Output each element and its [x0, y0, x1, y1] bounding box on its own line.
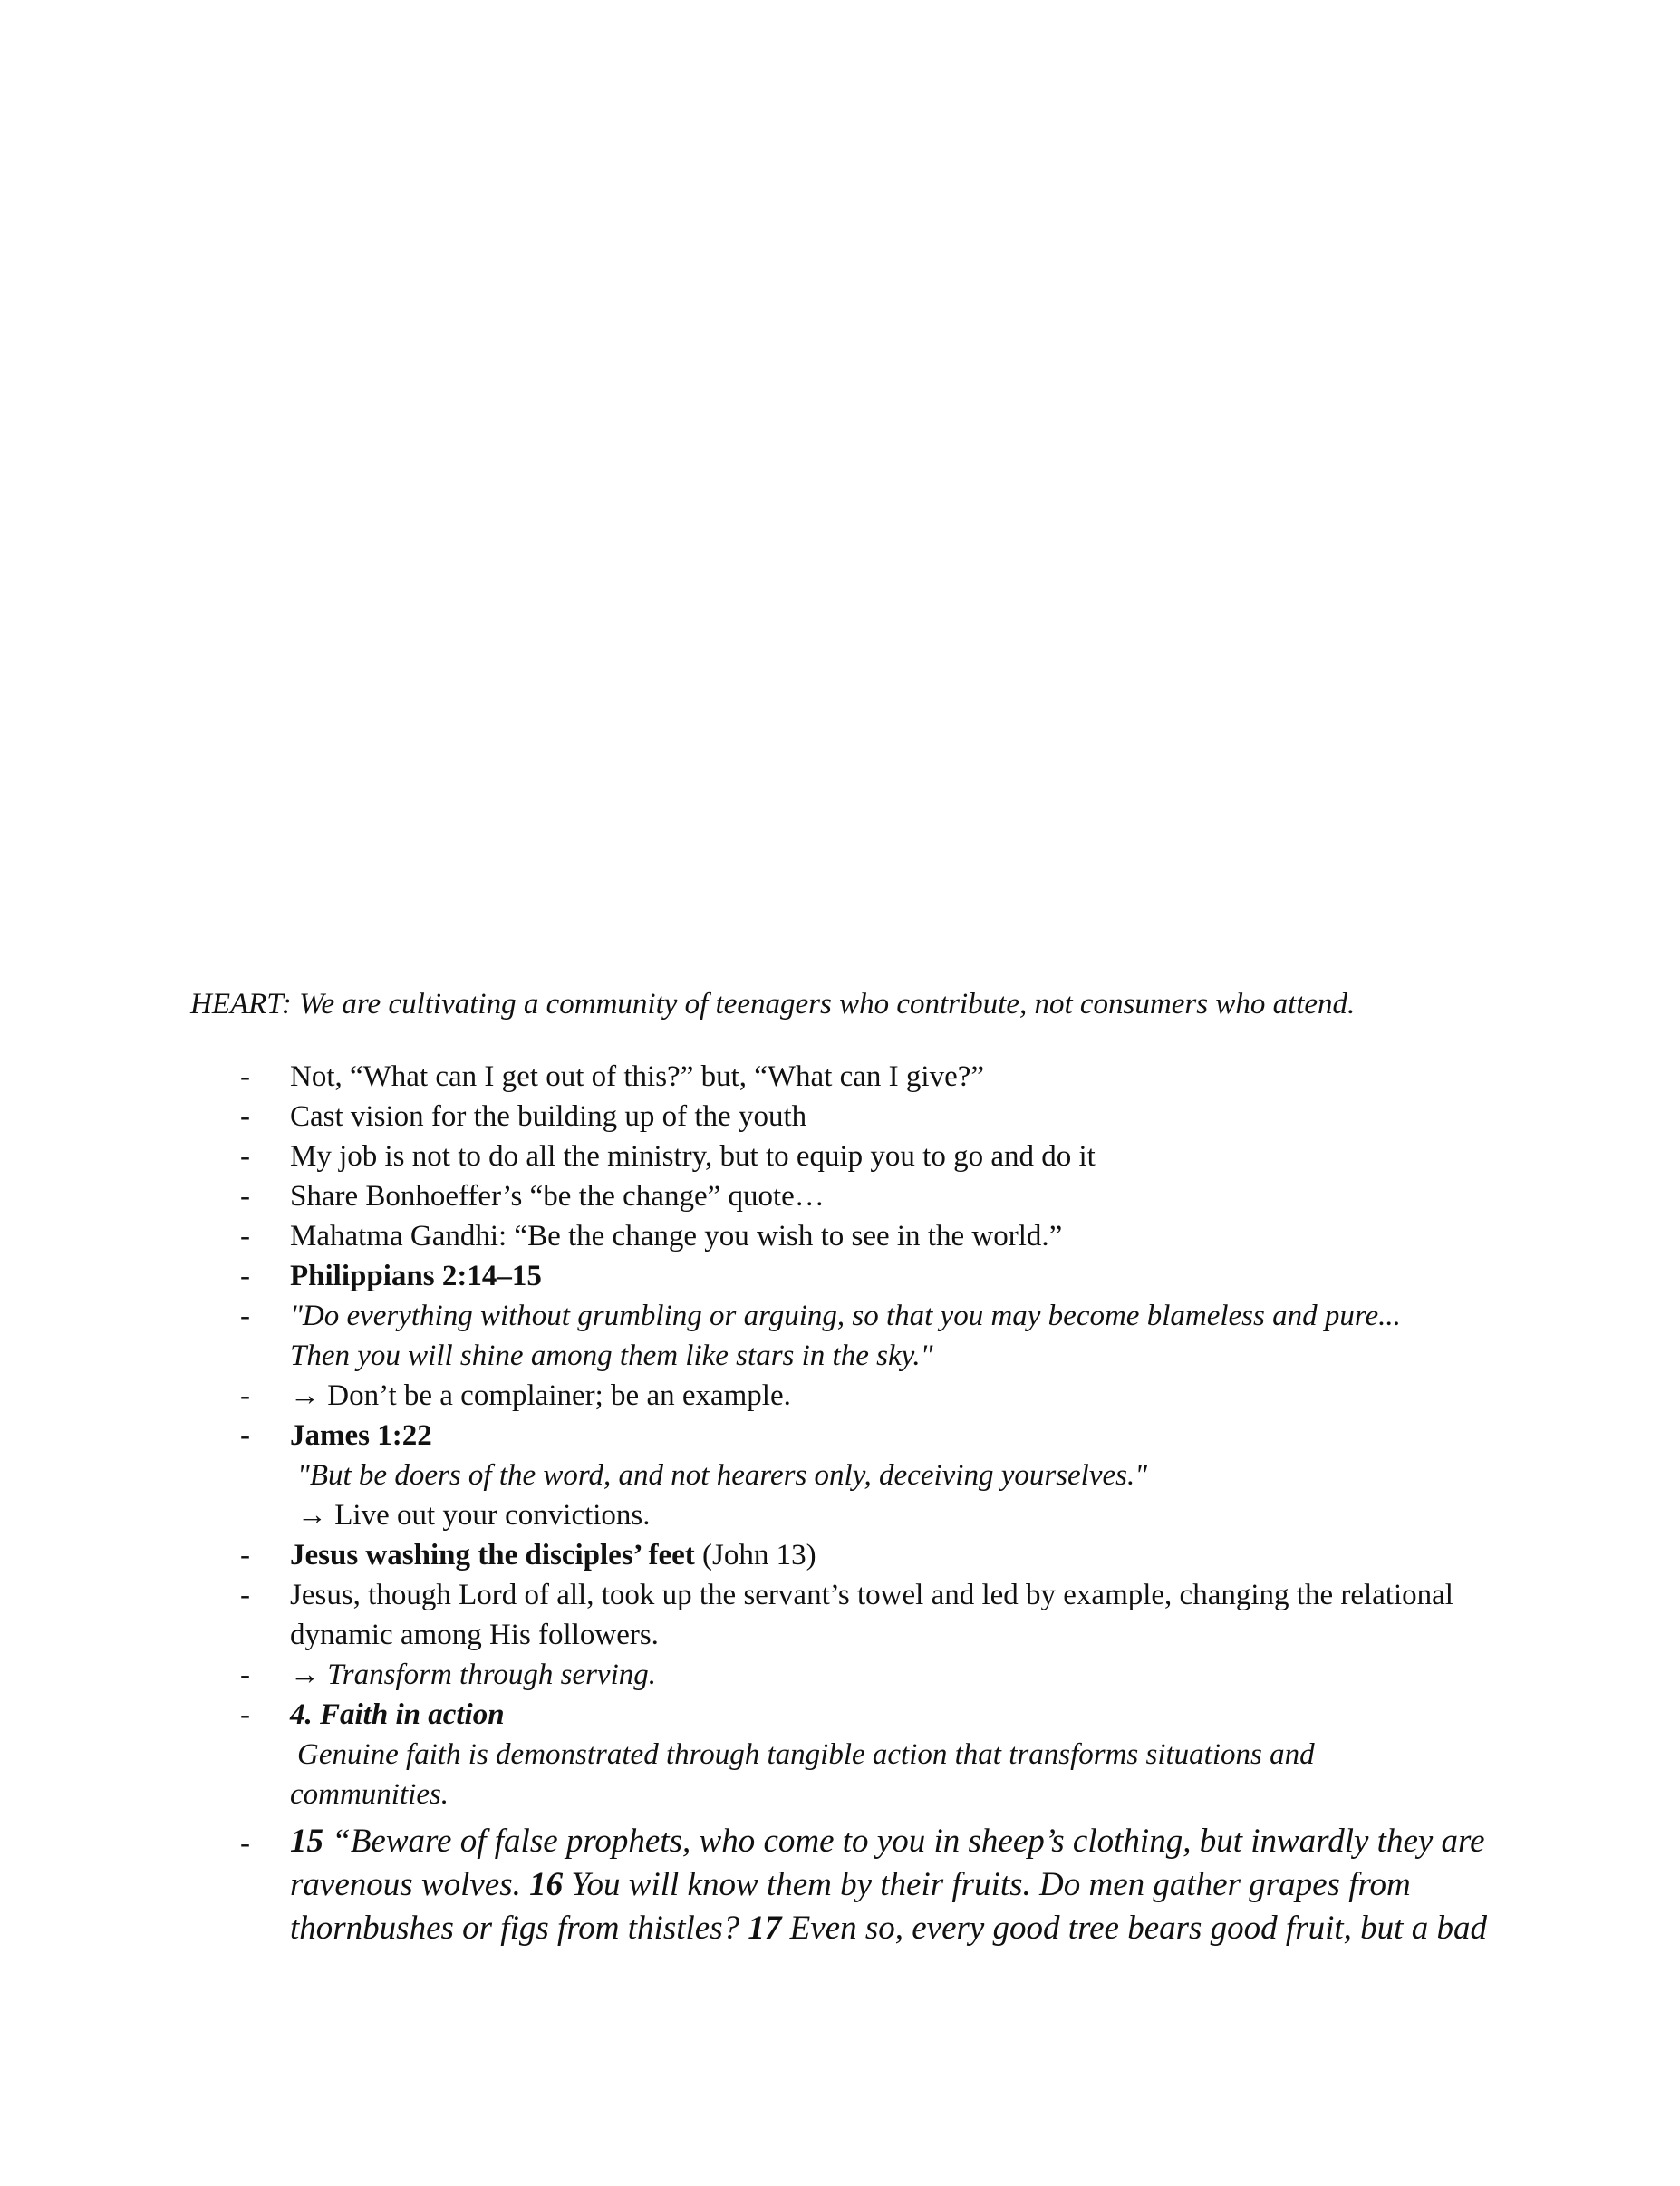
- verse-text: Even so, every good tree bears good fruit, but a bad: [781, 1910, 1487, 1947]
- list-item-text-line: Jesus, though Lord of all, took up the servant’s towel and led by example, changing the relational: [290, 1579, 1453, 1611]
- bullet-dash: -: [240, 1539, 250, 1572]
- bullet-dash: -: [240, 1140, 250, 1173]
- bullet-dash: -: [240, 1579, 250, 1611]
- list-item-reference: (John 13): [694, 1539, 816, 1572]
- scripture-reference: James 1:22: [290, 1419, 432, 1452]
- verse-number: 16: [529, 1866, 564, 1903]
- list-item-text: → Don’t be a complainer; be an example.: [290, 1379, 791, 1412]
- bullet-dash: -: [240, 1827, 250, 1860]
- scripture-passage-line: [290, 1907, 1487, 1950]
- list-item-text: → Transform through serving.: [290, 1659, 656, 1691]
- heart-statement: HEART: We are cultivating a community of teenagers who contribute, not consumers who attend.: [190, 988, 1356, 1020]
- list-item-text: [290, 1535, 816, 1575]
- list-item-text: Share Bonhoeffer’s “be the change” quote…: [290, 1180, 825, 1213]
- bullet-dash: -: [240, 1659, 250, 1691]
- list-item-text: Cast vision for the building up of the youth: [290, 1100, 807, 1133]
- bullet-dash: -: [240, 1260, 250, 1292]
- list-item-note: → Live out your convictions.: [297, 1499, 651, 1532]
- scripture-quote-line: "But be doers of the word, and not hearers only, deceiving yourselves.": [297, 1459, 1148, 1492]
- scripture-quote-line: "Do everything without grumbling or arguing, so that you may become blameless and pure...: [290, 1300, 1401, 1332]
- bullet-dash: -: [240, 1300, 250, 1332]
- scripture-passage-line: [290, 1863, 1411, 1907]
- bullet-dash: -: [240, 1100, 250, 1133]
- scripture-reference: Philippians 2:14–15: [290, 1260, 542, 1292]
- verse-text: ravenous wolves.: [290, 1866, 530, 1903]
- section-heading: 4. Faith in action: [290, 1698, 505, 1731]
- list-item-text: My job is not to do all the ministry, but to equip you to go and do it: [290, 1140, 1096, 1173]
- list-item-text-line: Genuine faith is demonstrated through tangible action that transforms situations and: [297, 1738, 1315, 1771]
- bullet-dash: -: [240, 1220, 250, 1253]
- bullet-dash: -: [240, 1379, 250, 1412]
- verse-text: You will know them by their fruits. Do men gather grapes from: [563, 1866, 1411, 1903]
- list-item-text-line: dynamic among His followers.: [290, 1619, 659, 1651]
- verse-number: 17: [748, 1910, 782, 1947]
- list-item-text: Not, “What can I get out of this?” but, “What can I give?”: [290, 1060, 985, 1093]
- bullet-dash: -: [240, 1060, 250, 1093]
- scripture-quote-line: Then you will shine among them like stars in the sky.": [290, 1340, 933, 1372]
- bullet-dash: -: [240, 1698, 250, 1731]
- list-item-text-line: communities.: [290, 1778, 449, 1811]
- verse-number: 15: [290, 1823, 323, 1860]
- bullet-dash: -: [240, 1180, 250, 1213]
- list-item-bold-text: Jesus washing the disciples’ feet: [290, 1539, 695, 1572]
- bullet-dash: -: [240, 1419, 250, 1452]
- verse-text: thornbushes or figs from thistles?: [290, 1910, 748, 1947]
- verse-text: “Beware of false prophets, who come to you in sheep’s clothing, but inwardly they are: [323, 1823, 1485, 1860]
- scripture-passage-line: [290, 1820, 1485, 1863]
- list-item-text: Mahatma Gandhi: “Be the change you wish to see in the world.”: [290, 1220, 1063, 1253]
